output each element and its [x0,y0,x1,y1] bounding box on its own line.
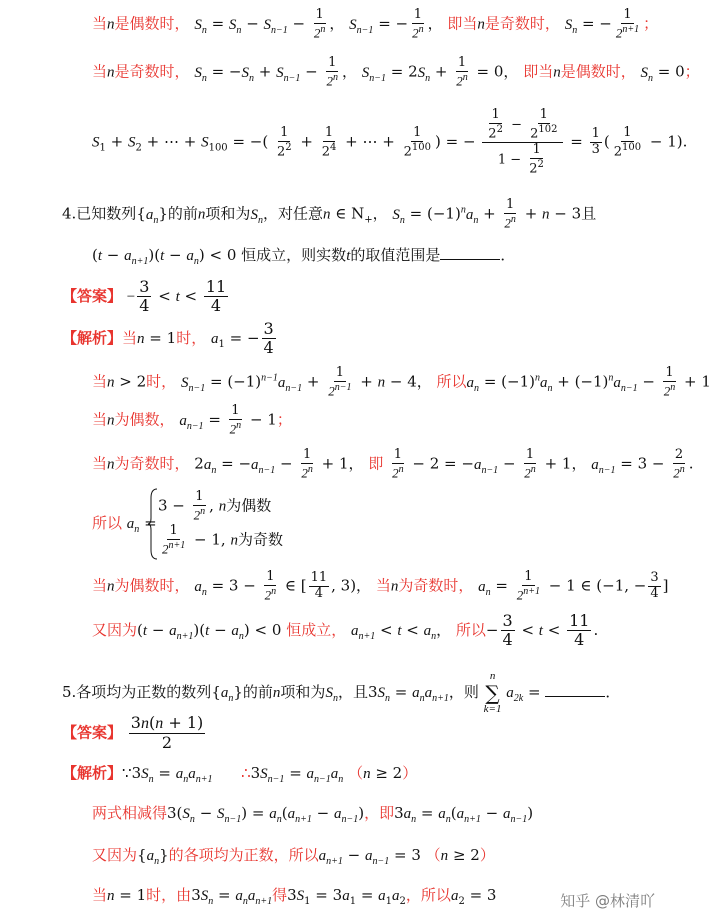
q5-stem: 5.各项均为正数的数列$\{a_n\}$的前n项和为$S_n$，且$3S_n = a_na_{n+1}$，则 n ∑ k=1 $a_{2k}$ = ． [62,670,621,716]
q4-analysis-6: 当n为偶数时， $a_n = 3$ − $\frac{1}{2^n}$ ∈ [ $\frac{11}{4}$ , 3)， 当n为奇数时， $a_n$ = $\frac{1}{2^{n+1}}$ − 1 ∈ (−1, − $\frac{3}{4}$ ] [92,569,669,603]
q4-analysis-7: 又因为$(t - a_{n+1})(t - a_n) < 0$ 恒成立， $a_{n+1} < t < a_n$， 所以− $\frac{3}{4}$ < t < $\frac{11}{4}$ . [92,611,599,650]
piecewise-brace [148,488,158,564]
piecewise-case-even: 3 − $\frac{1}{2^n}$ , n为偶数 [158,489,272,523]
q4-analysis-3: 当n为偶数， $a_{n-1}$ = $\frac{1}{2^n}$ − 1； [92,403,292,437]
q5-analysis-2: 两式相减得$3(S_n - S_{n-1}) = a_n(a_{n+1} - a_{n-1})$，即$3a_n = a_n(a_{n+1} - a_{n-1})$ [92,804,534,825]
line-sum-formula: $S_1 + S_2$ + ⋯ + $S_{100}$ = −( $\frac{1}{2^2}$ + $\frac{1}{2^4}$ + ⋯ + $\frac{1}{2^{100}}$ ) = − $\frac{1}{2^2}$ − $\frac{1}{2^{102}}$ 1 − $\frac{1}{2^2}$ = $\frac{1}{3}$ ( $\frac{1}{2^{100}}$ − 1). [92,107,688,177]
q4-analysis-2: 当n > 2时， $S_{n-1} = (-1)^{n-1}a_{n-1}$ + $\frac{1}{2^{n-1}}$ + n − 4， 所以$a_n = (-1)^na_n + (-1)^na_{n-1}$ − $\frac{1}{2^n}$ + 1 [92,365,711,399]
q4-analysis-1: 【解析】当n = 1时， $a_1$ = − $\frac{3}{4}$ [62,319,274,358]
line-odd-case: 当n是奇数时， $S_n = -S_n + S_{n-1}$ − $\frac{1}{2^n}$ ， $S_{n-1} = 2S_n$ + $\frac{1}{2^n}$ = 0， 即当n是偶数时， $S_n = 0$； [92,55,700,89]
q5-analysis-3: 又因为$\{a_n\}$的各项均为正数，所以$a_{n+1} - a_{n-1} = 3$ （n ≥ 2） [92,846,495,867]
q4-analysis-5: 所以 $a_n$ = [92,514,157,535]
q5-answer: 【答案】 $\frac{3n(n + 1)}{2}$ [62,713,204,753]
q4-answer: 【答案】 − $\frac{3}{4}$ < t < $\frac{11}{4}$ [62,277,227,316]
q5-analysis-1: 【解析】$\because 3S_n = a_na_{n+1}$ $\therefore 3S_{n-1} = a_{n-1}a_n$ （n ≥ 2） [62,764,418,785]
watermark: 知乎 @林清吖 [560,892,655,910]
q5-analysis-4: 当n = 1时，由$3S_n = a_na_{n+1}$得$3S_1 = 3a_1 = a_1a_2$，所以$a_2 = 3$ [92,886,497,907]
line-even-case: 当n是偶数时， $S_n = S_n - S_{n-1}$ − $\frac{1}{2^n}$ ， $S_{n-1}$ = − $\frac{1}{2^n}$ ， 即当n是奇数时， $S_n$ = − $\frac{1}{2^{n+1}}$ ； [92,7,659,41]
q4-stem-2: $(t - a_{n+1})(t - a_n) < 0$ 恒成立，则实数t的取值范围是 ． [92,246,516,267]
piecewise-case-odd: $\frac{1}{2^{n+1}}$ − 1, n为奇数 [162,523,283,557]
brace-icon [148,488,158,560]
q4-stem: 4.已知数列$\{a_n\}$的前n项和为$S_n$，对任意n ∈ $N_+$， $S_n = (-1)^na_n$ + $\frac{1}{2^n}$ + n − 3且 [62,197,597,231]
q4-analysis-4: 当n为奇数时， $2a_n = -a_{n-1}$ − $\frac{1}{2^n}$ + 1， 即 $\frac{1}{2^n}$ − $2 = -a_{n-1}$ − $\frac{1}{2^n}$ + 1， $a_{n-1} = 3$ − $\frac{2}{2^n}$ . [92,447,694,481]
answer-blank [440,258,500,260]
answer-blank [545,695,605,697]
